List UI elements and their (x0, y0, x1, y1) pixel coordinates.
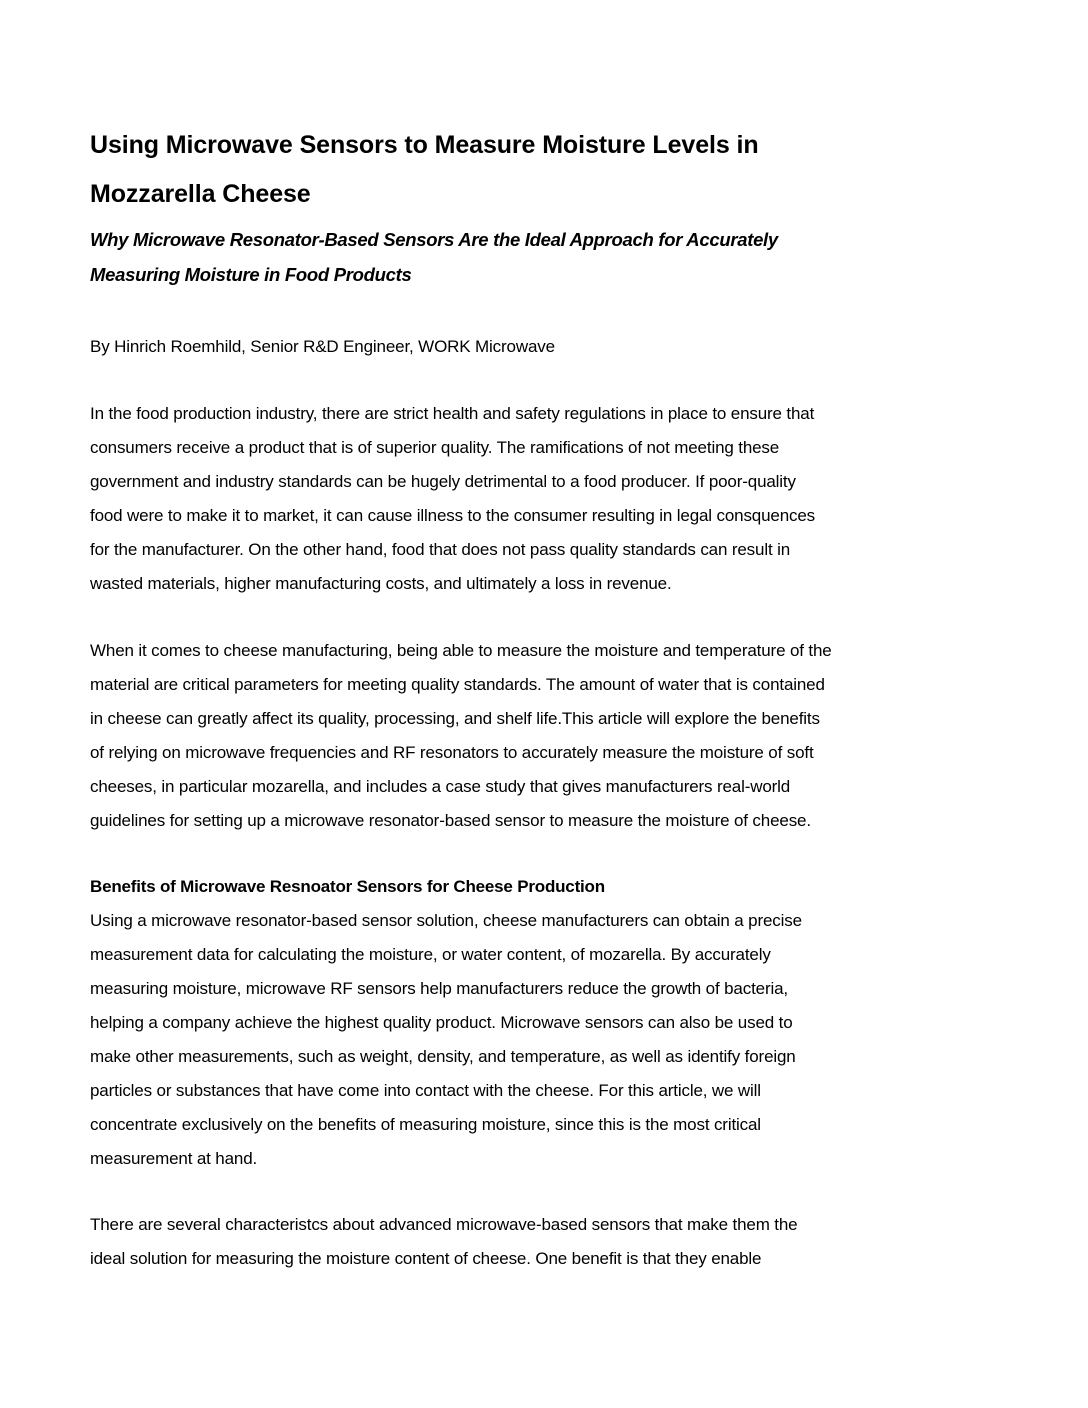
title-line: Using Microwave Sensors to Measure Moisture Levels in (90, 131, 759, 159)
paragraph-line: government and industry standards can be hugely detrimental to a food producer. If poor-quality (90, 472, 796, 491)
paragraph-line: consumers receive a product that is of superior quality. The ramifications of not meeting these (90, 438, 780, 457)
subtitle-line: Why Microwave Resonator-Based Sensors Are the Ideal Approach for Accurately (90, 229, 778, 250)
paragraph-line: for the manufacturer. On the other hand, food that does not pass quality standards can result in (90, 540, 791, 559)
paragraph-line: helping a company achieve the highest quality product. Microwave sensors can also be used to (90, 1013, 793, 1032)
paragraph-line: make other measurements, such as weight, density, and temperature, as well as identify foreign (90, 1047, 796, 1066)
paragraph-line: measuring moisture, microwave RF sensors help manufacturers reduce the growth of bacteria, (90, 979, 788, 998)
paragraph-line: There are several characteristcs about advanced microwave-based sensors that make them the (90, 1215, 798, 1234)
paragraph-line: When it comes to cheese manufacturing, being able to measure the moisture and temperature of the (90, 641, 832, 660)
paragraph-line: in cheese can greatly affect its quality, processing, and shelf life.This article will explore the benefits (90, 709, 820, 728)
paragraph-line: particles or substances that have come into contact with the cheese. For this article, we will (90, 1081, 761, 1100)
paragraph-line: material are critical parameters for meeting quality standards. The amount of water that is contained (90, 675, 825, 694)
paragraph-line: of relying on microwave frequencies and RF resonators to accurately measure the moisture of soft (90, 743, 814, 762)
byline: By Hinrich Roemhild, Senior R&D Engineer, WORK Microwave (90, 337, 555, 356)
paragraph-line: food were to make it to market, it can cause illness to the consumer resulting in legal consquences (90, 506, 816, 525)
paragraph-line: guidelines for setting up a microwave resonator-based sensor to measure the moisture of cheese. (90, 811, 811, 830)
paragraph-line: measurement at hand. (90, 1149, 258, 1168)
paragraph-line: measurement data for calculating the moisture, or water content, of mozarella. By accurately (90, 945, 771, 964)
paragraph-line: In the food production industry, there are strict health and safety regulations in place to ensure that (90, 404, 815, 423)
subtitle-line: Measuring Moisture in Food Products (90, 264, 412, 285)
paragraph-line: Using a microwave resonator-based sensor solution, cheese manufacturers can obtain a precise (90, 911, 802, 930)
paragraph-line: concentrate exclusively on the benefits of measuring moisture, since this is the most critical (90, 1115, 761, 1134)
paragraph-line: ideal solution for measuring the moisture content of cheese. One benefit is that they enable (90, 1249, 762, 1268)
paragraph-line: wasted materials, higher manufacturing costs, and ultimately a loss in revenue. (90, 574, 672, 593)
paragraph-line: cheeses, in particular mozarella, and includes a case study that gives manufacturers real-world (90, 777, 791, 796)
title-line: Mozzarella Cheese (90, 180, 311, 208)
section-heading: Benefits of Microwave Resnoator Sensors for Cheese Production (90, 877, 605, 896)
